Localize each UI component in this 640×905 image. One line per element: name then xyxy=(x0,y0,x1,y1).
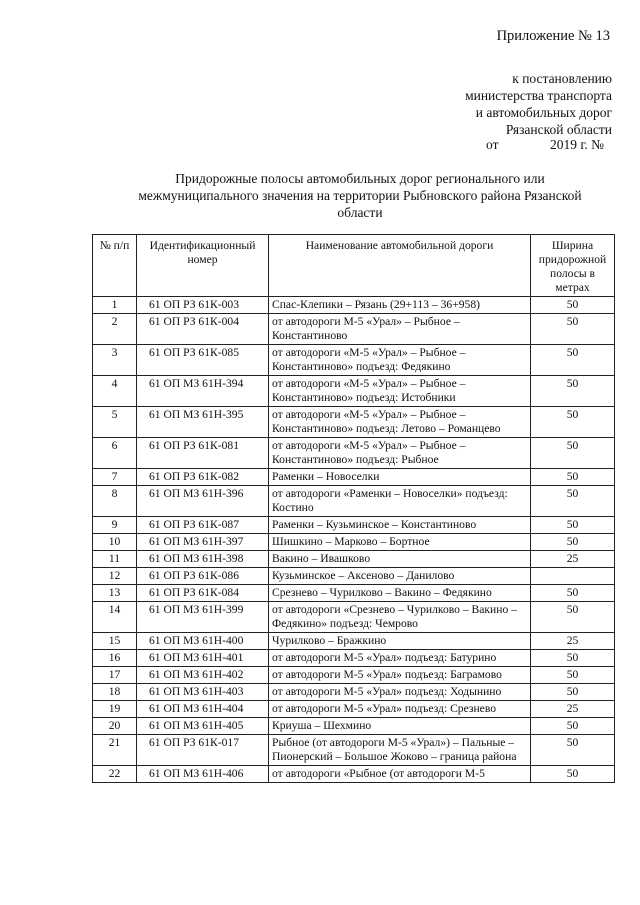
row-width: 50 xyxy=(531,684,615,701)
row-id: 61 ОП РЗ 61К-017 xyxy=(137,735,269,766)
row-id: 61 ОП МЗ 61Н-401 xyxy=(137,650,269,667)
row-width: 50 xyxy=(531,766,615,783)
table-row xyxy=(93,684,615,701)
header-width: Ширина придорожной полосы в метрах xyxy=(531,235,615,297)
table-row xyxy=(93,766,615,783)
row-road-name: Раменки – Кузьминское – Константиново xyxy=(269,517,531,534)
row-road-name: от автодороги «Раменки – Новоселки» подъезд: Костино xyxy=(269,486,531,517)
row-number: 5 xyxy=(93,407,137,438)
row-width xyxy=(531,568,615,585)
row-road-name: от автодороги «М-5 «Урал» – Рыбное – Константиново» подъезд: Истобники xyxy=(269,376,531,407)
row-width: 50 xyxy=(531,486,615,517)
row-number: 13 xyxy=(93,585,137,602)
row-id: 61 ОП МЗ 61Н-406 xyxy=(137,766,269,783)
table-row xyxy=(93,650,615,667)
table-row xyxy=(93,551,615,568)
table-row xyxy=(93,314,615,345)
row-width: 25 xyxy=(531,633,615,650)
row-number: 16 xyxy=(93,650,137,667)
row-number: 9 xyxy=(93,517,137,534)
roads-table xyxy=(92,234,615,783)
date-year: 2019 г. № xyxy=(550,137,605,152)
row-road-name: Раменки – Новоселки xyxy=(269,469,531,486)
row-road-name: Криуша – Шехмино xyxy=(269,718,531,735)
row-number: 2 xyxy=(93,314,137,345)
row-road-name: Спас-Клепики – Рязань (29+113 – 36+958) xyxy=(269,297,531,314)
row-width: 25 xyxy=(531,551,615,568)
document-title xyxy=(100,170,620,221)
title-line: межмуниципального значения на территории Рыбновского района Рязанской xyxy=(138,188,582,203)
row-id: 61 ОП МЗ 61Н-405 xyxy=(137,718,269,735)
decree-reference xyxy=(465,70,612,138)
row-width: 50 xyxy=(531,650,615,667)
title-line: Придорожные полосы автомобильных дорог регионального или xyxy=(175,171,545,186)
table-row xyxy=(93,718,615,735)
row-id: 61 ОП МЗ 61Н-395 xyxy=(137,407,269,438)
row-width: 50 xyxy=(531,345,615,376)
header-id: Идентификационный номер xyxy=(137,235,269,297)
row-road-name: от автодороги «Срезнево – Чурилково – Вакино – Федякино» подъезд: Чемрово xyxy=(269,602,531,633)
row-road-name: от автодороги М-5 «Урал» подъезд: Срезнево xyxy=(269,701,531,718)
row-width: 50 xyxy=(531,314,615,345)
table-row xyxy=(93,438,615,469)
table-body xyxy=(93,297,615,783)
row-id: 61 ОП РЗ 61К-004 xyxy=(137,314,269,345)
row-id: 61 ОП РЗ 61К-084 xyxy=(137,585,269,602)
row-width: 50 xyxy=(531,517,615,534)
row-id: 61 ОП МЗ 61Н-400 xyxy=(137,633,269,650)
row-number: 15 xyxy=(93,633,137,650)
row-id: 61 ОП РЗ 61К-086 xyxy=(137,568,269,585)
table-header-row xyxy=(93,235,615,297)
table-row xyxy=(93,486,615,517)
row-road-name: от автодороги «Рыбное (от автодороги М-5 xyxy=(269,766,531,783)
row-id: 61 ОП РЗ 61К-081 xyxy=(137,438,269,469)
header-road-name: Наименование автомобильной дороги xyxy=(269,235,531,297)
table-row xyxy=(93,345,615,376)
row-number: 21 xyxy=(93,735,137,766)
row-width: 50 xyxy=(531,602,615,633)
table-row xyxy=(93,469,615,486)
table-row xyxy=(93,602,615,633)
row-road-name: от автодороги М-5 «Урал» подъезд: Батурино xyxy=(269,650,531,667)
decree-line: к постановлению xyxy=(512,71,612,86)
row-id: 61 ОП МЗ 61Н-403 xyxy=(137,684,269,701)
decree-line: Рязанской области xyxy=(505,122,612,137)
table-row xyxy=(93,667,615,684)
row-width: 50 xyxy=(531,667,615,684)
row-id: 61 ОП РЗ 61К-087 xyxy=(137,517,269,534)
row-width: 50 xyxy=(531,469,615,486)
row-width: 25 xyxy=(531,701,615,718)
row-number: 11 xyxy=(93,551,137,568)
row-width: 50 xyxy=(531,718,615,735)
row-road-name: от автодороги М-5 «Урал» – Рыбное – Константиново xyxy=(269,314,531,345)
row-width: 50 xyxy=(531,735,615,766)
row-id: 61 ОП МЗ 61Н-399 xyxy=(137,602,269,633)
row-id: 61 ОП МЗ 61Н-396 xyxy=(137,486,269,517)
table-row xyxy=(93,568,615,585)
row-number: 8 xyxy=(93,486,137,517)
row-number: 22 xyxy=(93,766,137,783)
row-number: 7 xyxy=(93,469,137,486)
table-row xyxy=(93,376,615,407)
row-number: 18 xyxy=(93,684,137,701)
row-id: 61 ОП РЗ 61К-003 xyxy=(137,297,269,314)
row-id: 61 ОП МЗ 61Н-404 xyxy=(137,701,269,718)
row-width: 50 xyxy=(531,376,615,407)
row-width: 50 xyxy=(531,534,615,551)
row-road-name: от автодороги «М-5 «Урал» – Рыбное – Константиново» подъезд: Летово – Романцево xyxy=(269,407,531,438)
row-road-name: Срезнево – Чурилково – Вакино – Федякино xyxy=(269,585,531,602)
appendix-number: Приложение № 13 xyxy=(496,28,610,44)
row-road-name: Чурилково – Бражкино xyxy=(269,633,531,650)
table-row xyxy=(93,407,615,438)
row-road-name: от автодороги «М-5 «Урал» – Рыбное – Константиново» подъезд: Рыбное xyxy=(269,438,531,469)
row-number: 4 xyxy=(93,376,137,407)
table-row xyxy=(93,517,615,534)
row-width: 50 xyxy=(531,297,615,314)
row-width: 50 xyxy=(531,438,615,469)
decree-line: министерства транспорта xyxy=(465,88,612,103)
table-row xyxy=(93,534,615,551)
row-number: 17 xyxy=(93,667,137,684)
row-id: 61 ОП МЗ 61Н-394 xyxy=(137,376,269,407)
row-number: 20 xyxy=(93,718,137,735)
row-number: 10 xyxy=(93,534,137,551)
row-road-name: от автодороги М-5 «Урал» подъезд: Ходынино xyxy=(269,684,531,701)
row-road-name: от автодороги М-5 «Урал» подъезд: Баграмово xyxy=(269,667,531,684)
row-width: 50 xyxy=(531,407,615,438)
table-row xyxy=(93,585,615,602)
row-id: 61 ОП МЗ 61Н-397 xyxy=(137,534,269,551)
row-id: 61 ОП МЗ 61Н-398 xyxy=(137,551,269,568)
table-row xyxy=(93,735,615,766)
decree-line: и автомобильных дорог xyxy=(475,105,612,120)
row-id: 61 ОП РЗ 61К-085 xyxy=(137,345,269,376)
row-road-name: Кузьминское – Аксеново – Данилово xyxy=(269,568,531,585)
row-number: 19 xyxy=(93,701,137,718)
row-number: 1 xyxy=(93,297,137,314)
row-number: 3 xyxy=(93,345,137,376)
decree-date xyxy=(486,137,605,153)
row-width: 50 xyxy=(531,585,615,602)
title-line: области xyxy=(337,205,383,220)
row-id: 61 ОП РЗ 61К-082 xyxy=(137,469,269,486)
table-row xyxy=(93,701,615,718)
row-road-name: Рыбное (от автодороги М-5 «Урал») – Пальные – Пионерский – Большое Жоково – граница района xyxy=(269,735,531,766)
table-row xyxy=(93,297,615,314)
row-number: 6 xyxy=(93,438,137,469)
header-number: № п/п xyxy=(93,235,137,297)
row-number: 14 xyxy=(93,602,137,633)
table-row xyxy=(93,633,615,650)
date-prefix: от xyxy=(486,137,499,152)
row-number: 12 xyxy=(93,568,137,585)
row-road-name: Вакино – Ивашково xyxy=(269,551,531,568)
row-road-name: Шишкино – Марково – Бортное xyxy=(269,534,531,551)
row-id: 61 ОП МЗ 61Н-402 xyxy=(137,667,269,684)
row-road-name: от автодороги «М-5 «Урал» – Рыбное – Константиново» подъезд: Федякино xyxy=(269,345,531,376)
